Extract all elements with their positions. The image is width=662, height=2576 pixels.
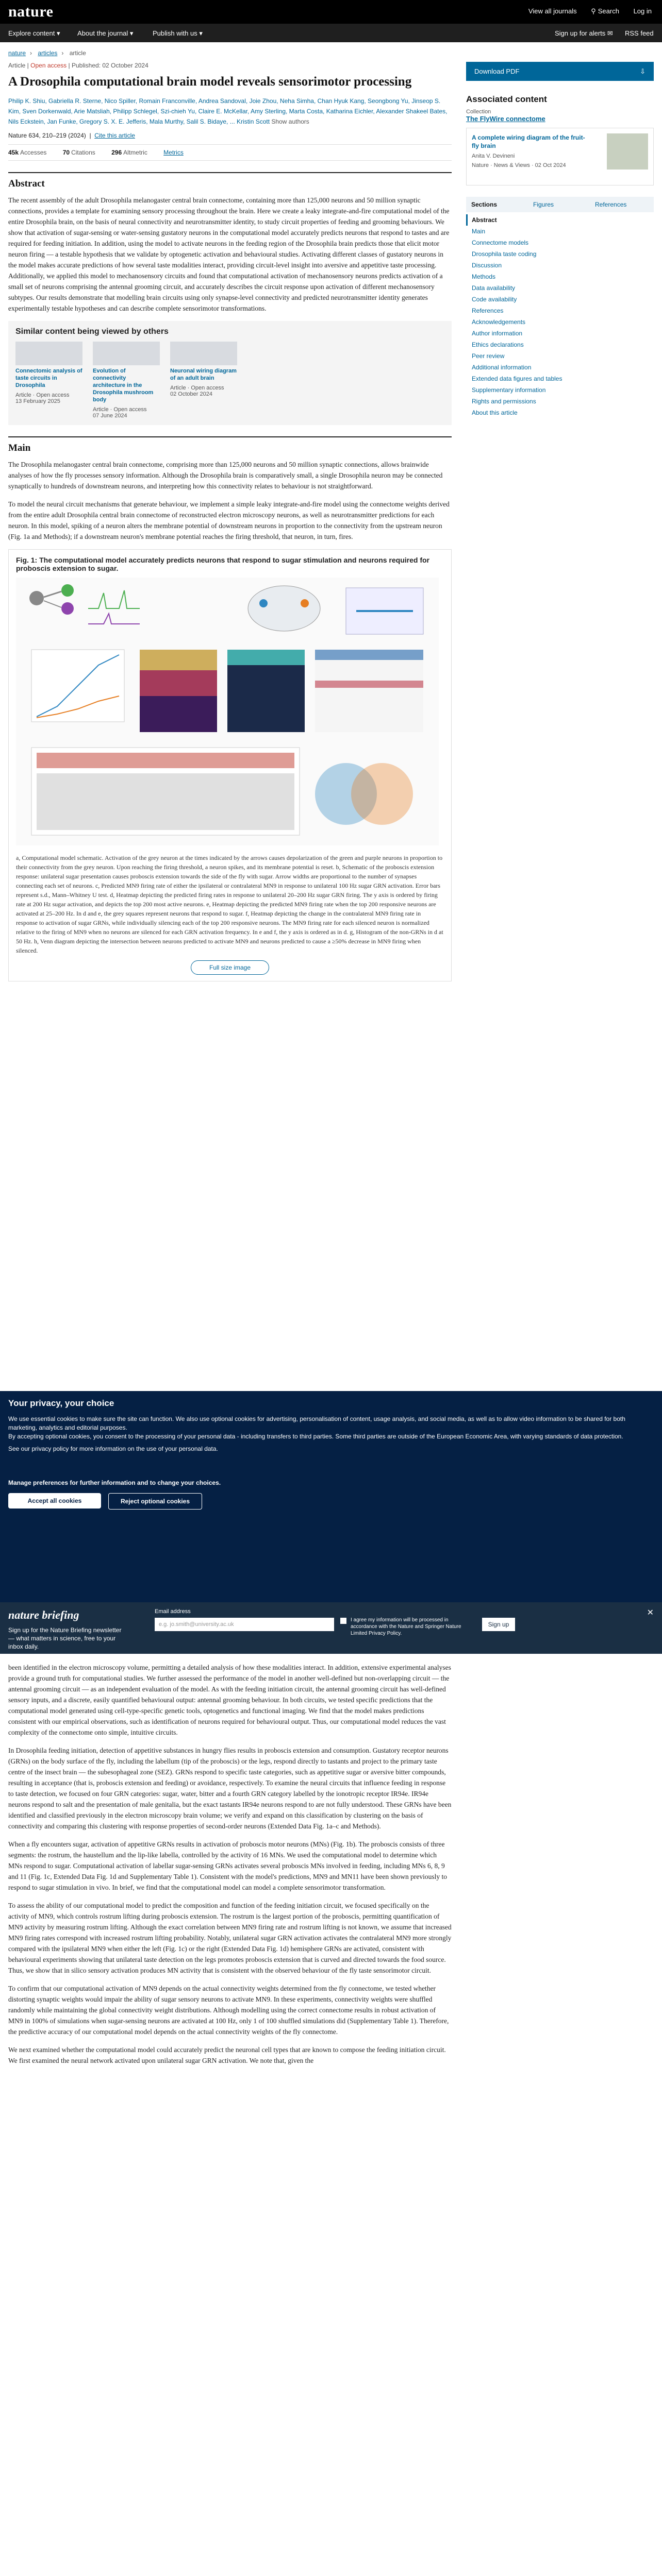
cookie-banner bbox=[0, 1391, 662, 1602]
body-paragraph: been identified in the electron microscopy volume, permitting a detailed analysis of how these modalities interact. In addition, extensive experimental analyses provide a ground truth for computational studies. We further assessed the performance of the model in another well-defined but non-overlapping circuit — the antennal grooming circuit — as an independent evaluation of the model. As with the feeding initiation circuit, the antennal grooming circuit has well-defined sensory inputs, and a discrete, easily quantified behavioural output: antennal grooming behaviour. In both circuits, we tested specific predictions that the computational model generated using cell-type-specific genetic tools, optogenetics and functional imaging. We find that the model makes predictions consistent with our empirical observations, such as identification of neurons required for behavioural output. Thus, our computational model reduces the vast complexity of the connectome onto simple, intuitive circuits. bbox=[8, 1664, 451, 1736]
abstract-heading: Abstract bbox=[8, 172, 452, 190]
associated-content-heading: Associated content bbox=[466, 94, 547, 104]
panel-d-heatmap bbox=[140, 650, 217, 732]
body-paragraph: To assess the ability of our computational model to predict the composition and function of the feeding initiation circuit, we focused specifically on the activity of MN9, which controls rostrum lifting during proboscis extension. The rostrum is the largest portion of the proboscis, permitting quantification of MN9 activity by measuring rostrum lifting. Although the exact correlation between MN9 firing rate and rostrum lifting is not known, we assume that increased MN9 firing rates correspond with increased rostrum lifting probability. Notably, unilateral sugar GRN activation activates the contralateral MN9 more strongly compared with the ipsilateral MN9 when either the left (Fig. 1c) or the right (Extended Data Fig. 1d) hemisphere GRNs are activated, consistent with behavioural experiments showing that unilateral taste detection on the legs promotes proboscis extension that is curved and directed towards the food source. Thus, we show that in silico sensory activation produces MN activity that is consistent with the observed behaviour of the fly taste sensorimotor circuit. bbox=[8, 1902, 452, 1974]
email-label: Email address bbox=[155, 1608, 191, 1615]
newsletter-banner bbox=[0, 1602, 662, 1654]
top-links bbox=[516, 7, 652, 15]
article-type: Article bbox=[8, 62, 26, 69]
panel-f-heatmap bbox=[315, 650, 423, 732]
show-authors-button[interactable]: Show authors bbox=[271, 118, 309, 125]
toc-item[interactable]: Discussion bbox=[472, 262, 502, 269]
panel-c-line-plot bbox=[31, 650, 124, 722]
download-icon: ⇩ bbox=[640, 67, 646, 75]
article-title: A Drosophila computational brain model reveals sensorimotor processing bbox=[8, 75, 412, 89]
toc-item[interactable]: Additional information bbox=[472, 364, 532, 371]
figure-title[interactable]: Fig. 1: The computational model accurately predicts neurons that respond to sugar stimulation and neurons required for proboscis extension to sugar. bbox=[16, 556, 429, 572]
toc-item[interactable]: About this article bbox=[472, 409, 518, 416]
panel-e-heatmap bbox=[227, 650, 305, 732]
tab-sections[interactable]: Sections bbox=[471, 201, 498, 208]
altmetric-label: Altmetric bbox=[123, 149, 147, 156]
figure-caption: a, Computational model schematic. Activation of the grey neuron at the times indicated by the arrows causes depolarization of the green and purple neurons in proportion to their connectivity from the grey neuron. Upon reaching the firing threshold, a neuron spikes, and its membrane potential is reset. b, Schematic of the proboscis extension response: unilateral sugar presentation causes proboscis extension towards the side of the fly with sugar. Arrow widths are proportional to the number of synapses connecting each set of neurons. c, Predicted MN9 firing rate of either the ipsilateral or contralateral MN9 in response to unilateral 100 Hz sugar GRN activation. Error bars represent s.d., Mann–Whitney U test. d, Heatmap depicting the predicted firing rates in response to unilateral 20–200 Hz sugar GRN firing. The y axis is ordered by firing rate at 200 Hz sugar activation, and depicts the top 200 most active neurons. e, Heatmap depicting the predicted MN9 firing rate when the top 200 responsive neurons are activated at 25–200 Hz. In d and e, the grey squares represent neurons that respond to sugar. f, Heatmap depicting the change in the contralateral MN9 firing rate in response to activation of sugar GRNs, while individually silencing each of the top 200 responsive neurons. The MN9 firing rate for each silenced neuron is normalized relative to the firing of MN9 when no neurons are silenced for each GRN activation frequency. In e and f, the y axis is ordered as in d. g, Histogram of the non-GRNs in d at 50 Hz. h, Venn diagram depicting the intersection between neurons predicted to activate MN9 and neurons predicted to cause a ≥50% decrease in MN9 firing when silenced. bbox=[16, 854, 443, 954]
similar-thumbnail bbox=[93, 342, 160, 365]
breadcrumb-article: article bbox=[69, 49, 86, 57]
toc-item[interactable]: Peer review bbox=[472, 352, 505, 360]
cookie-text: By accepting optional cookies, you consent to the processing of your personal data - including transfers to third parties. Some third parties are outside of the European Economic Area, with varying standards of data protection. bbox=[8, 1433, 623, 1440]
accesses-count: 45k bbox=[8, 149, 19, 156]
published-date: Published: 02 October 2024 bbox=[71, 62, 148, 69]
author-list[interactable]: Philip K. Shiu, Gabriella R. Sterne, Nico Spiller, Romain Franconville, Andrea Sandoval, Joie Zhou, Neha Simha, Chan Hyuk Kang, Seongbong Yu, Jinseop S. Kim, Sven Dorkenwald, Arie Matsliah, Philipp Schlegel, Szi-chieh Yu, Claire E. McKellar, Amy Sterling, Marta Costa, Katharina Eichler, Alexander Shakeel Bates, Nils Eckstein, Jan Funke, Gregory S. X. E. Jefferis, Mala Murthy, Salil S. Bidaye, ... Kristin Scott Show authors bbox=[8, 97, 448, 125]
login-link[interactable]: Log in bbox=[633, 7, 652, 15]
citations-count: 70 bbox=[62, 149, 70, 156]
altmetric-count: 296 bbox=[111, 149, 122, 156]
agree-text: I agree my information will be processed in accordance with the Nature and Springer Nature Limited Privacy Policy. bbox=[351, 1617, 461, 1636]
chevron-down-icon: ▾ bbox=[56, 29, 60, 37]
signup-alerts-link[interactable]: Sign up for alerts ✉ bbox=[555, 29, 613, 37]
open-access-badge[interactable]: Open access bbox=[30, 62, 67, 69]
tab-references[interactable]: References bbox=[595, 201, 627, 208]
cite-link[interactable]: Cite this article bbox=[94, 132, 135, 139]
search-icon: ⚲ bbox=[591, 7, 596, 15]
figure-1 bbox=[8, 549, 452, 981]
similar-card[interactable]: Connectomic analysis of taste circuits in Drosophila Article · Open access 13 February 2025 bbox=[15, 342, 82, 404]
search-link[interactable]: ⚲ Search bbox=[591, 7, 619, 15]
panel-g-raster bbox=[31, 748, 300, 835]
journal-citation: Nature 634, 210–219 (2024) bbox=[8, 132, 86, 139]
similar-content bbox=[8, 321, 452, 425]
accept-cookies-button[interactable]: Accept all cookies bbox=[8, 1493, 101, 1509]
collection-label: Collection bbox=[466, 109, 491, 115]
news-views-thumbnail bbox=[607, 133, 648, 170]
toc-item[interactable]: Abstract bbox=[466, 214, 654, 226]
download-pdf-button[interactable]: Download PDF ⇩ bbox=[466, 62, 654, 81]
body-paragraph: In Drosophila feeding initiation, detection of appetitive substances in hungry flies results in proboscis extension and consumption. Gustatory receptor neurons (GRNs) on the body surface of the fly, including the labellum (tip of the proboscis) or the legs, respond directly to tastants and project to the primary taste centre of the insect brain — the subesophageal zone (SEZ). GRNs respond to specific taste categories, such as appetitive sugar or aversive bitter compounds, resulting in acceptance (that is, proboscis extension and feeding) or avoidance, respectively. To examine the neural circuits that influence feeding in response to taste detection, we focused on four GRN categories: sugar, water, bitter and a fourth GRN category labelled by the ionotropic receptor IR94e. IR94e neurons respond to salt and the presentation of male genitalia, but the exact tastants IR94e neurons respond to are not fully understood. These GRNs have been identified and classified previously in the electron microscopy brain volume; we verify and expand on this classification by clustering on the basis of connectivity and comparing this clustering with response properties of second-order neurons (Extended Data Fig. 1a–c and Methods). bbox=[8, 1747, 452, 1830]
tab-figures[interactable]: Figures bbox=[533, 201, 554, 208]
bell-icon: ✉ bbox=[607, 29, 613, 37]
toc-item[interactable]: Data availability bbox=[472, 284, 516, 292]
briefing-title: nature briefing bbox=[8, 1608, 79, 1621]
reject-cookies-button[interactable]: Reject optional cookies bbox=[108, 1493, 202, 1510]
similar-title-link[interactable]: Connectomic analysis of taste circuits in Drosophila bbox=[15, 368, 82, 388]
toc-item[interactable]: Supplementary information bbox=[472, 386, 546, 394]
sidebar bbox=[466, 62, 654, 418]
abstract-text: The recent assembly of the adult Drosophila melanogaster central brain connectome, containing more than 125,000 neurons and 50 million synaptic connections, provides a template for examining sensory processing throughout the brain. Here we create a leaky integrate-and-fire computational model of the entire Drosophila brain, on the basis of neural connectivity and neurotransmitter identity, to study circuit properties of feeding and grooming behaviours. We show that activation of sugar-sensing or water-sensing gustatory neurons in the computational model accurately predicts neurons that respond to tastes and are required for feeding initiation. In addition, using the model to activate neurons in the feeding region of the Drosophila brain predicts those that elicit motor neuron firing — a testable hypothesis that we validate by optogenetic activation and behavioural studies. Activating different classes of gustatory neurons in the model makes accurate predictions of how several taste modalities interact, providing circuit-level insight into aversive and appetitive taste processing. Additionally, we applied this model to mechanosensory circuits and found that computational activation of mechanosensory neurons predicts activation of a small set of neurons comprising the antennal grooming circuit, and accurately describes the circuit response upon activation of different mechanosensory subtypes. Our results demonstrate that modelling brain circuits using only synapse-level connectivity and predicted neurotransmitter identity generates experimentally testable hypotheses and can describe complete sensorimotor transformations. bbox=[8, 196, 450, 312]
about-menu[interactable]: About the journal ▾ bbox=[77, 29, 134, 37]
cookie-heading: Your privacy, your choice bbox=[8, 1398, 114, 1408]
similar-title-link[interactable]: Neuronal wiring diagram of an adult brain bbox=[170, 368, 237, 381]
main-heading: Main bbox=[8, 436, 452, 454]
manage-preferences-link[interactable]: Manage preferences for further information and to change your choices. bbox=[8, 1479, 221, 1486]
main-paragraph: The Drosophila melanogaster central brain connectome, comprising more than 125,000 neurons and 50 million synaptic connections, allows brainwide analyses of how the fly processes sensory information. Although the Drosophila brain is comparatively small, a single Drosophila neuron may be connected synaptically to hundreds of downstream neurons, and interpreting how this connectivity relates to behaviour is not straightforward. bbox=[8, 461, 443, 490]
toc-item[interactable]: Drosophila taste coding bbox=[472, 250, 537, 258]
privacy-policy-text[interactable]: See our privacy policy for more information on the use of your personal data. bbox=[8, 1445, 218, 1452]
metrics-link[interactable]: Metrics bbox=[163, 149, 184, 156]
rss-link[interactable]: RSS feed bbox=[625, 29, 654, 37]
signup-button[interactable]: Sign up bbox=[482, 1618, 515, 1631]
similar-thumbnail bbox=[15, 342, 82, 365]
similar-card[interactable]: Neuronal wiring diagram of an adult brain Article · Open access 02 October 2024 bbox=[170, 342, 237, 397]
chevron-down-icon: ▾ bbox=[199, 29, 203, 37]
nav-bar bbox=[0, 24, 662, 42]
main-paragraph: To model the neural circuit mechanisms that generate behaviour, we implement a simple leaky integrate-and-fire model using the connectome weights derived from the entire adult Drosophila central brain connectome of reconstructed electron microscopy neurons, as well as neurotransmitter predictions for each neuron. In this model, spiking of a neuron alters the membrane potential of downstream neurons in proportion to the connectivity from the upstream neuron (Fig. 1a and Methods); if a downstream neuron's membrane potential reaches the firing threshold, that neuron, in turn, fires. bbox=[8, 500, 450, 540]
similar-title-link[interactable]: Evolution of connectivity architecture in the Drosophila mushroom body bbox=[93, 368, 154, 403]
news-views-title[interactable]: A complete wiring diagram of the fruit-fly brain bbox=[472, 134, 585, 149]
cookie-text: We use essential cookies to make sure the site can function. We also use optional cookies for advertising, personalisation of content, usage analysis, and social media, as well as to allow video information to be shared for both marketing, analytics and editorial purposes. bbox=[8, 1415, 625, 1431]
toc-item[interactable]: Ethics declarations bbox=[472, 341, 524, 348]
news-views-meta: Nature · News & Views · 02 Oct 2024 bbox=[472, 162, 566, 168]
breadcrumb-articles[interactable]: articles bbox=[38, 49, 58, 57]
body-paragraph: We next examined whether the computational model could accurately predict the neuronal cell types that are known to compose the feeding initiation circuit. We first examined the neural network activated upon unilateral sugar GRN activation. We note that, given the bbox=[8, 2046, 446, 2064]
body-paragraph: When a fly encounters sugar, activation of appetitive GRNs results in activation of proboscis motor neurons (MNs) (Fig. 1b). The proboscis consists of three segments: the rostrum, the haustellum and the lip-like labella, controlled by the activity of 16 MNs. We used the computational model to determine which MNs respond to sugar. Computational activation of labellar sugar-sensing GRNs activates several proboscis MNs involved in feeding, including MNs 6, 8, 9 and 11 (Fig. 1c, Extended Data Fig. 1d and Supplementary Table 1). Consistent with the model's predictions, MN9 and MN11 have been shown previously to respond to sugar stimulation in vivo. In brief, we find that the computational model can model a complete sensorimotor transformation. bbox=[8, 1840, 447, 1891]
collection-link[interactable]: The FlyWire connectome bbox=[466, 115, 545, 123]
accesses-label: Accesses bbox=[20, 149, 47, 156]
panel-h-venn bbox=[315, 763, 413, 825]
journal-line: Nature 634, 210–219 (2024) | Cite this article bbox=[8, 132, 135, 139]
toc-item[interactable]: Main bbox=[472, 228, 486, 235]
email-input[interactable]: e.g. jo.smith@university.ac.uk bbox=[155, 1618, 334, 1631]
publish-menu[interactable]: Publish with us ▾ bbox=[153, 29, 203, 37]
toc-item[interactable]: Connectome models bbox=[472, 239, 529, 246]
nature-logo[interactable]: nature bbox=[8, 3, 54, 20]
briefing-description: Sign up for the Nature Briefing newsletter — what matters in science, free to your inbox daily. bbox=[8, 1626, 122, 1650]
explore-menu[interactable]: Explore content ▾ bbox=[8, 29, 60, 37]
breadcrumb-nature[interactable]: nature bbox=[8, 49, 26, 57]
agree-checkbox[interactable] bbox=[340, 1618, 346, 1624]
collection-block bbox=[466, 109, 654, 123]
full-size-image-button[interactable]: Full size image bbox=[191, 960, 269, 975]
toc-item[interactable]: References bbox=[472, 307, 504, 314]
metrics-bar bbox=[8, 144, 452, 161]
article-continued bbox=[8, 1662, 452, 2073]
article-main bbox=[8, 62, 452, 989]
toc-item[interactable]: Acknowledgements bbox=[472, 318, 526, 326]
similar-heading: Similar content being viewed by others bbox=[15, 327, 169, 336]
breadcrumb: nature › articles › article bbox=[8, 49, 86, 57]
toc-item[interactable]: Rights and permissions bbox=[472, 398, 536, 405]
article-meta: Article | Open access | Published: 02 October 2024 bbox=[8, 62, 148, 69]
news-views-author: Anita V. Devineni bbox=[472, 153, 515, 159]
chevron-down-icon: ▾ bbox=[129, 29, 134, 37]
body-paragraph: To confirm that our computational activation of MN9 depends on the actual connectivity weights determined from the fly connectome, we tested whether distorting synaptic weights would impair the ability of sugar sensory neurons to activate MN9. In these experiments, connectivity weights were shuffled randomly while maintaining the global connectivity weight distributions. Although modelling using the correct connectome results in robust activation of MN9 in 100% of simulations when sugar-sensing neurons are activated at 100 Hz, only 1 of 100 shuffled simulations did (Supplementary Table 1). Therefore, the predictive accuracy of our computational model depends on the actual connectivity weights of the fly connectome. bbox=[8, 1985, 449, 2036]
similar-thumbnail bbox=[170, 342, 237, 365]
close-icon[interactable]: ✕ bbox=[647, 1608, 654, 1617]
table-of-contents bbox=[466, 214, 654, 418]
toc-item[interactable]: Author information bbox=[472, 330, 523, 337]
toc-item[interactable]: Methods bbox=[472, 273, 496, 280]
figure-image[interactable] bbox=[16, 578, 439, 845]
view-journals-link[interactable]: View all journals bbox=[528, 7, 577, 15]
news-views-card[interactable] bbox=[466, 128, 654, 185]
similar-card[interactable]: Evolution of connectivity architecture in the Drosophila mushroom body Article · Open access 07 June 2024 bbox=[93, 342, 160, 419]
sidebar-tabs bbox=[466, 197, 654, 212]
toc-item[interactable]: Code availability bbox=[472, 296, 517, 303]
toc-item[interactable]: Extended data figures and tables bbox=[472, 375, 562, 382]
citations-label: Citations bbox=[71, 149, 95, 156]
top-bar bbox=[0, 0, 662, 24]
